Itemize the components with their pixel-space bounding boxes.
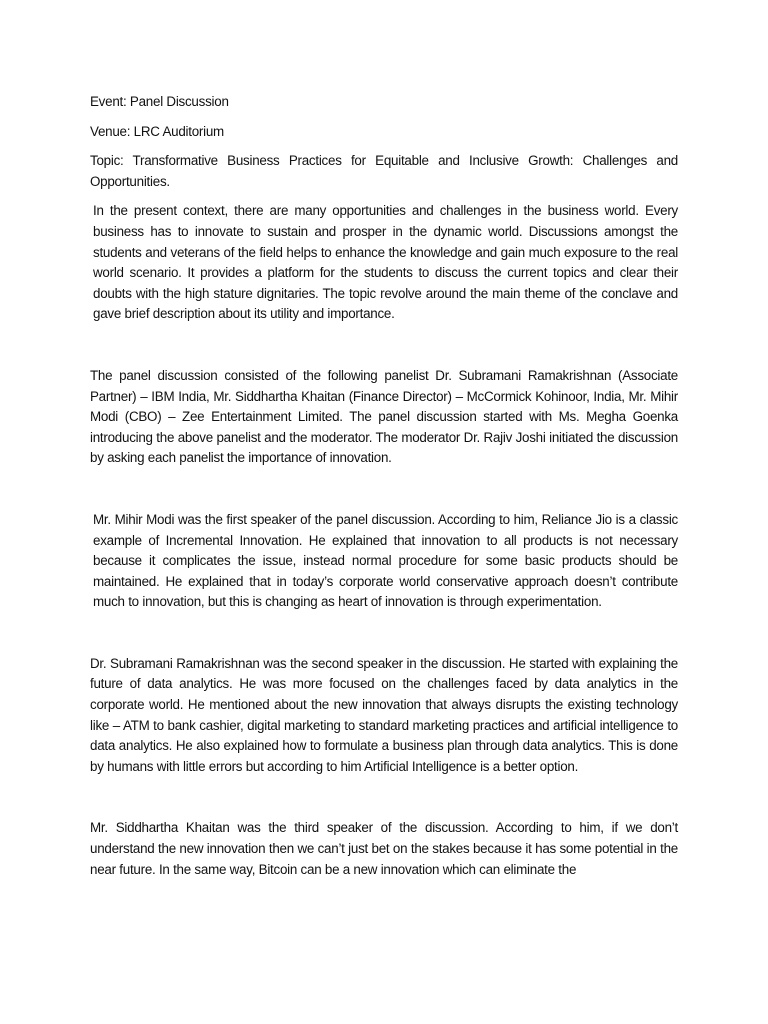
document-body — [90, 92, 678, 880]
paragraph-gap — [90, 613, 678, 654]
paragraph-subramani-ramakrishnan: Dr. Subramani Ramakrishnan was the second speaker in the discussion. He started with explaining the future of data analytics. He was more focused on the challenges faced by data analytics in the corporate world. He mentioned about the new innovation that always disrupts the existing technology like – ATM to bank cashier, digital marketing to standard marketing practices and artificial intelligence to data analytics. He also explained how to formulate a business plan through data analytics. This is done by humans with little errors but according to him Artificial Intelligence is a better option. — [90, 655, 678, 774]
paragraph-mihir-modi: Mr. Mihir Modi was the first speaker of the panel discussion. According to him, Reliance Jio is a classic example of Incremental Innovation. He explained that innovation to all products is not necessary because it complicates the issue, instead normal procedure for some basic products should be maintained. He explained that in today’s corporate world conservative approach doesn’t contribute much to innovation, but this is changing as heart of innovation is through experimentation. — [93, 511, 678, 610]
paragraph-siddhartha-khaitan: Mr. Siddhartha Khaitan was the third speaker of the discussion. According to him, if we don’t understand the new innovation then we can’t just bet on the stakes because it has some potential in the near future. In the same way, Bitcoin can be a new innovation which can eliminate the — [90, 820, 678, 877]
paragraph-gap — [90, 777, 678, 818]
paragraph-gap — [90, 469, 678, 510]
event-line: Event: Panel Discussion — [90, 94, 229, 109]
paragraph-context: In the present context, there are many opportunities and challenges in the business world. Every business has to innovate to sustain and prosper in the dynamic world. Discussions amongst the students and veterans of the field helps to enhance the knowledge and gain much exposure to the real world scenario. It provides a platform for the students to discuss the current topics and clear their doubts with the high stature dignitaries. The topic revolve around the main theme of the conclave and gave brief description about its utility and importance. — [93, 203, 678, 322]
paragraph-panelists: The panel discussion consisted of the following panelist Dr. Subramani Ramakrishnan (Associate Partner) – IBM India, Mr. Siddhartha Khaitan (Finance Director) – McCormick Kohinoor, India, Mr. Mihir Modi (CBO) – Zee Entertainment Limited. The panel discussion started with Ms. Megha Goenka introducing the above panelist and the moderator. The moderator Dr. Rajiv Joshi initiated the discussion by asking each panelist the importance of innovation. — [90, 367, 678, 466]
venue-line: Venue: LRC Auditorium — [90, 123, 224, 139]
paragraph-gap — [90, 325, 678, 366]
topic-line: Topic: Transformative Business Practices for Equitable and Inclusive Growth: Challenges and Opportunities. — [90, 153, 678, 189]
